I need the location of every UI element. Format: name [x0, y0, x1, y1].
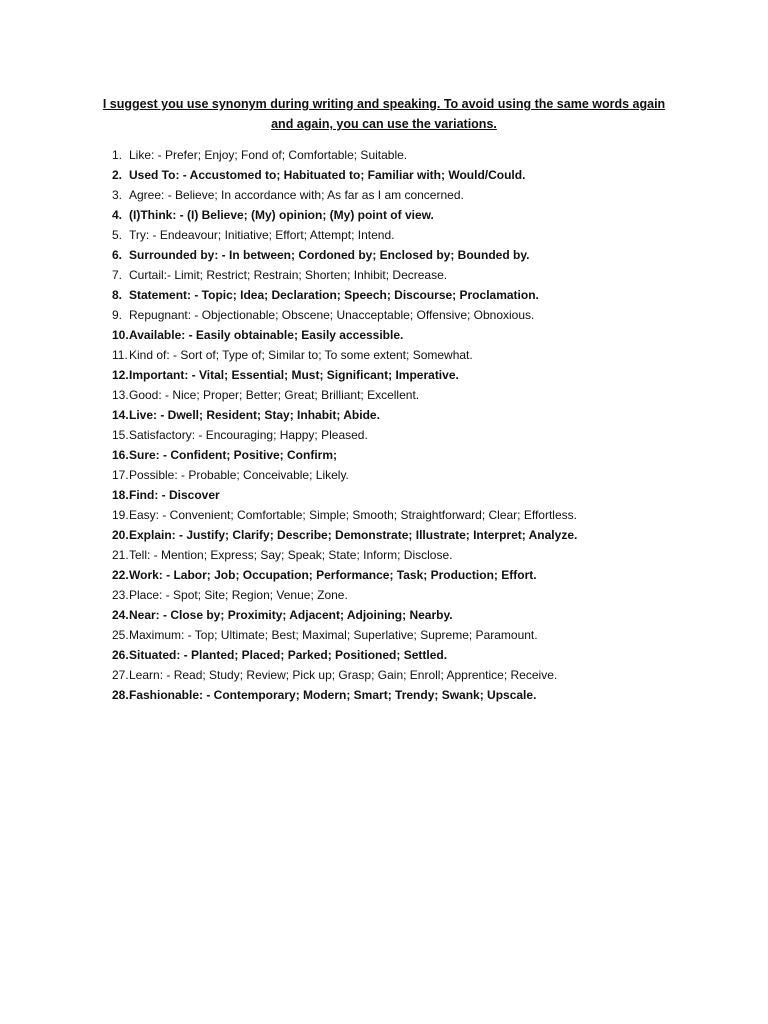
item-number: 16. — [112, 448, 129, 462]
list-item — [0, 365, 577, 385]
synonym-list — [0, 145, 577, 705]
item-number: 20. — [112, 528, 129, 542]
item-number: 13. — [112, 388, 129, 402]
list-item — [0, 465, 577, 485]
item-number: 19. — [112, 508, 129, 522]
item-number: 24. — [112, 608, 129, 622]
list-item — [0, 445, 577, 465]
item-text: Situated: - Planted; Placed; Parked; Positioned; Settled. — [129, 648, 448, 662]
list-item — [0, 185, 577, 205]
item-text: Curtail:- Limit; Restrict; Restrain; Shorten; Inhibit; Decrease. — [129, 268, 448, 282]
item-number: 18. — [112, 488, 129, 502]
item-number: 4. — [112, 208, 123, 222]
item-text: Find: - Discover — [129, 488, 220, 502]
item-text: Explain: - Justify; Clarify; Describe; Demonstrate; Illustrate; Interpret; Analyze. — [129, 528, 578, 542]
list-item — [0, 685, 577, 705]
item-text: Satisfactory: - Encouraging; Happy; Pleased. — [129, 428, 368, 442]
list-item — [0, 565, 577, 585]
item-text: Kind of: - Sort of; Type of; Similar to; To some extent; Somewhat. — [129, 348, 473, 362]
list-item — [0, 665, 577, 685]
item-text: Repugnant: - Objectionable; Obscene; Unacceptable; Offensive; Obnoxious. — [129, 308, 535, 322]
item-number: 15. — [112, 428, 129, 442]
item-number: 2. — [112, 168, 123, 182]
item-number: 27. — [112, 668, 129, 682]
list-item — [0, 545, 577, 565]
list-item — [0, 405, 577, 425]
item-text: Place: - Spot; Site; Region; Venue; Zone. — [129, 588, 348, 602]
item-number: 28. — [112, 688, 129, 702]
item-text: Learn: - Read; Study; Review; Pick up; Grasp; Gain; Enroll; Apprentice; Receive. — [129, 668, 558, 682]
list-item — [0, 225, 577, 245]
item-number: 26. — [112, 648, 129, 662]
list-item — [0, 605, 577, 625]
list-item — [0, 205, 577, 225]
item-text: (I)Think: - (I) Believe; (My) opinion; (My) point of view. — [129, 208, 434, 222]
item-number: 3. — [112, 188, 123, 202]
list-item — [0, 425, 577, 445]
item-number: 10. — [112, 328, 129, 342]
list-item — [0, 325, 577, 345]
item-number: 14. — [112, 408, 129, 422]
item-number: 8. — [112, 288, 123, 302]
item-text: Sure: - Confident; Positive; Confirm; — [129, 448, 337, 462]
item-number: 23. — [112, 588, 129, 602]
item-text: Work: - Labor; Job; Occupation; Performance; Task; Production; Effort. — [129, 568, 537, 582]
item-text: Available: - Easily obtainable; Easily accessible. — [129, 328, 404, 342]
item-number: 1. — [112, 148, 123, 162]
item-text: Live: - Dwell; Resident; Stay; Inhabit; Abide. — [129, 408, 380, 422]
item-number: 6. — [112, 248, 123, 262]
item-number: 7. — [112, 268, 123, 282]
list-item — [0, 245, 577, 265]
item-text: Tell: - Mention; Express; Say; Speak; State; Inform; Disclose. — [129, 548, 453, 562]
list-item — [0, 525, 577, 545]
list-item — [0, 145, 577, 165]
list-item — [0, 385, 577, 405]
list-item — [0, 165, 577, 185]
item-number: 22. — [112, 568, 129, 582]
list-item — [0, 585, 577, 605]
item-text: Maximum: - Top; Ultimate; Best; Maximal; Superlative; Supreme; Paramount. — [129, 628, 538, 642]
document-heading: I suggest you use synonym during writing and speaking. To avoid using the same words again and again, you can use the variations. — [102, 97, 666, 131]
item-text: Near: - Close by; Proximity; Adjacent; Adjoining; Nearby. — [129, 608, 453, 622]
list-item — [0, 505, 577, 525]
list-item — [0, 625, 577, 645]
item-text: Important: - Vital; Essential; Must; Significant; Imperative. — [129, 368, 459, 382]
item-number: 5. — [112, 228, 123, 242]
item-text: Statement: - Topic; Idea; Declaration; Speech; Discourse; Proclamation. — [129, 288, 539, 302]
list-item — [0, 265, 577, 285]
list-item — [0, 345, 577, 365]
list-item — [0, 485, 577, 505]
item-number: 25. — [112, 628, 129, 642]
list-item — [0, 285, 577, 305]
item-number: 9. — [112, 308, 123, 322]
item-text: Possible: - Probable; Conceivable; Likely. — [129, 468, 349, 482]
item-number: 17. — [112, 468, 129, 482]
item-number: 12. — [112, 368, 129, 382]
item-text: Fashionable: - Contemporary; Modern; Smart; Trendy; Swank; Upscale. — [129, 688, 537, 702]
item-number: 11. — [112, 348, 128, 362]
item-text: Good: - Nice; Proper; Better; Great; Brilliant; Excellent. — [129, 388, 420, 402]
list-item — [0, 645, 577, 665]
item-text: Agree: - Believe; In accordance with; As far as I am concerned. — [129, 188, 464, 202]
item-text: Surrounded by: - In between; Cordoned by; Enclosed by; Bounded by. — [129, 248, 530, 262]
list-item — [0, 305, 577, 325]
item-number: 21. — [112, 548, 129, 562]
item-text: Like: - Prefer; Enjoy; Fond of; Comfortable; Suitable. — [129, 148, 408, 162]
item-text: Easy: - Convenient; Comfortable; Simple; Smooth; Straightforward; Clear; Effortless. — [129, 508, 577, 522]
item-text: Used To: - Accustomed to; Habituated to; Familiar with; Would/Could. — [129, 168, 526, 182]
item-text: Try: - Endeavour; Initiative; Effort; Attempt; Intend. — [129, 228, 395, 242]
